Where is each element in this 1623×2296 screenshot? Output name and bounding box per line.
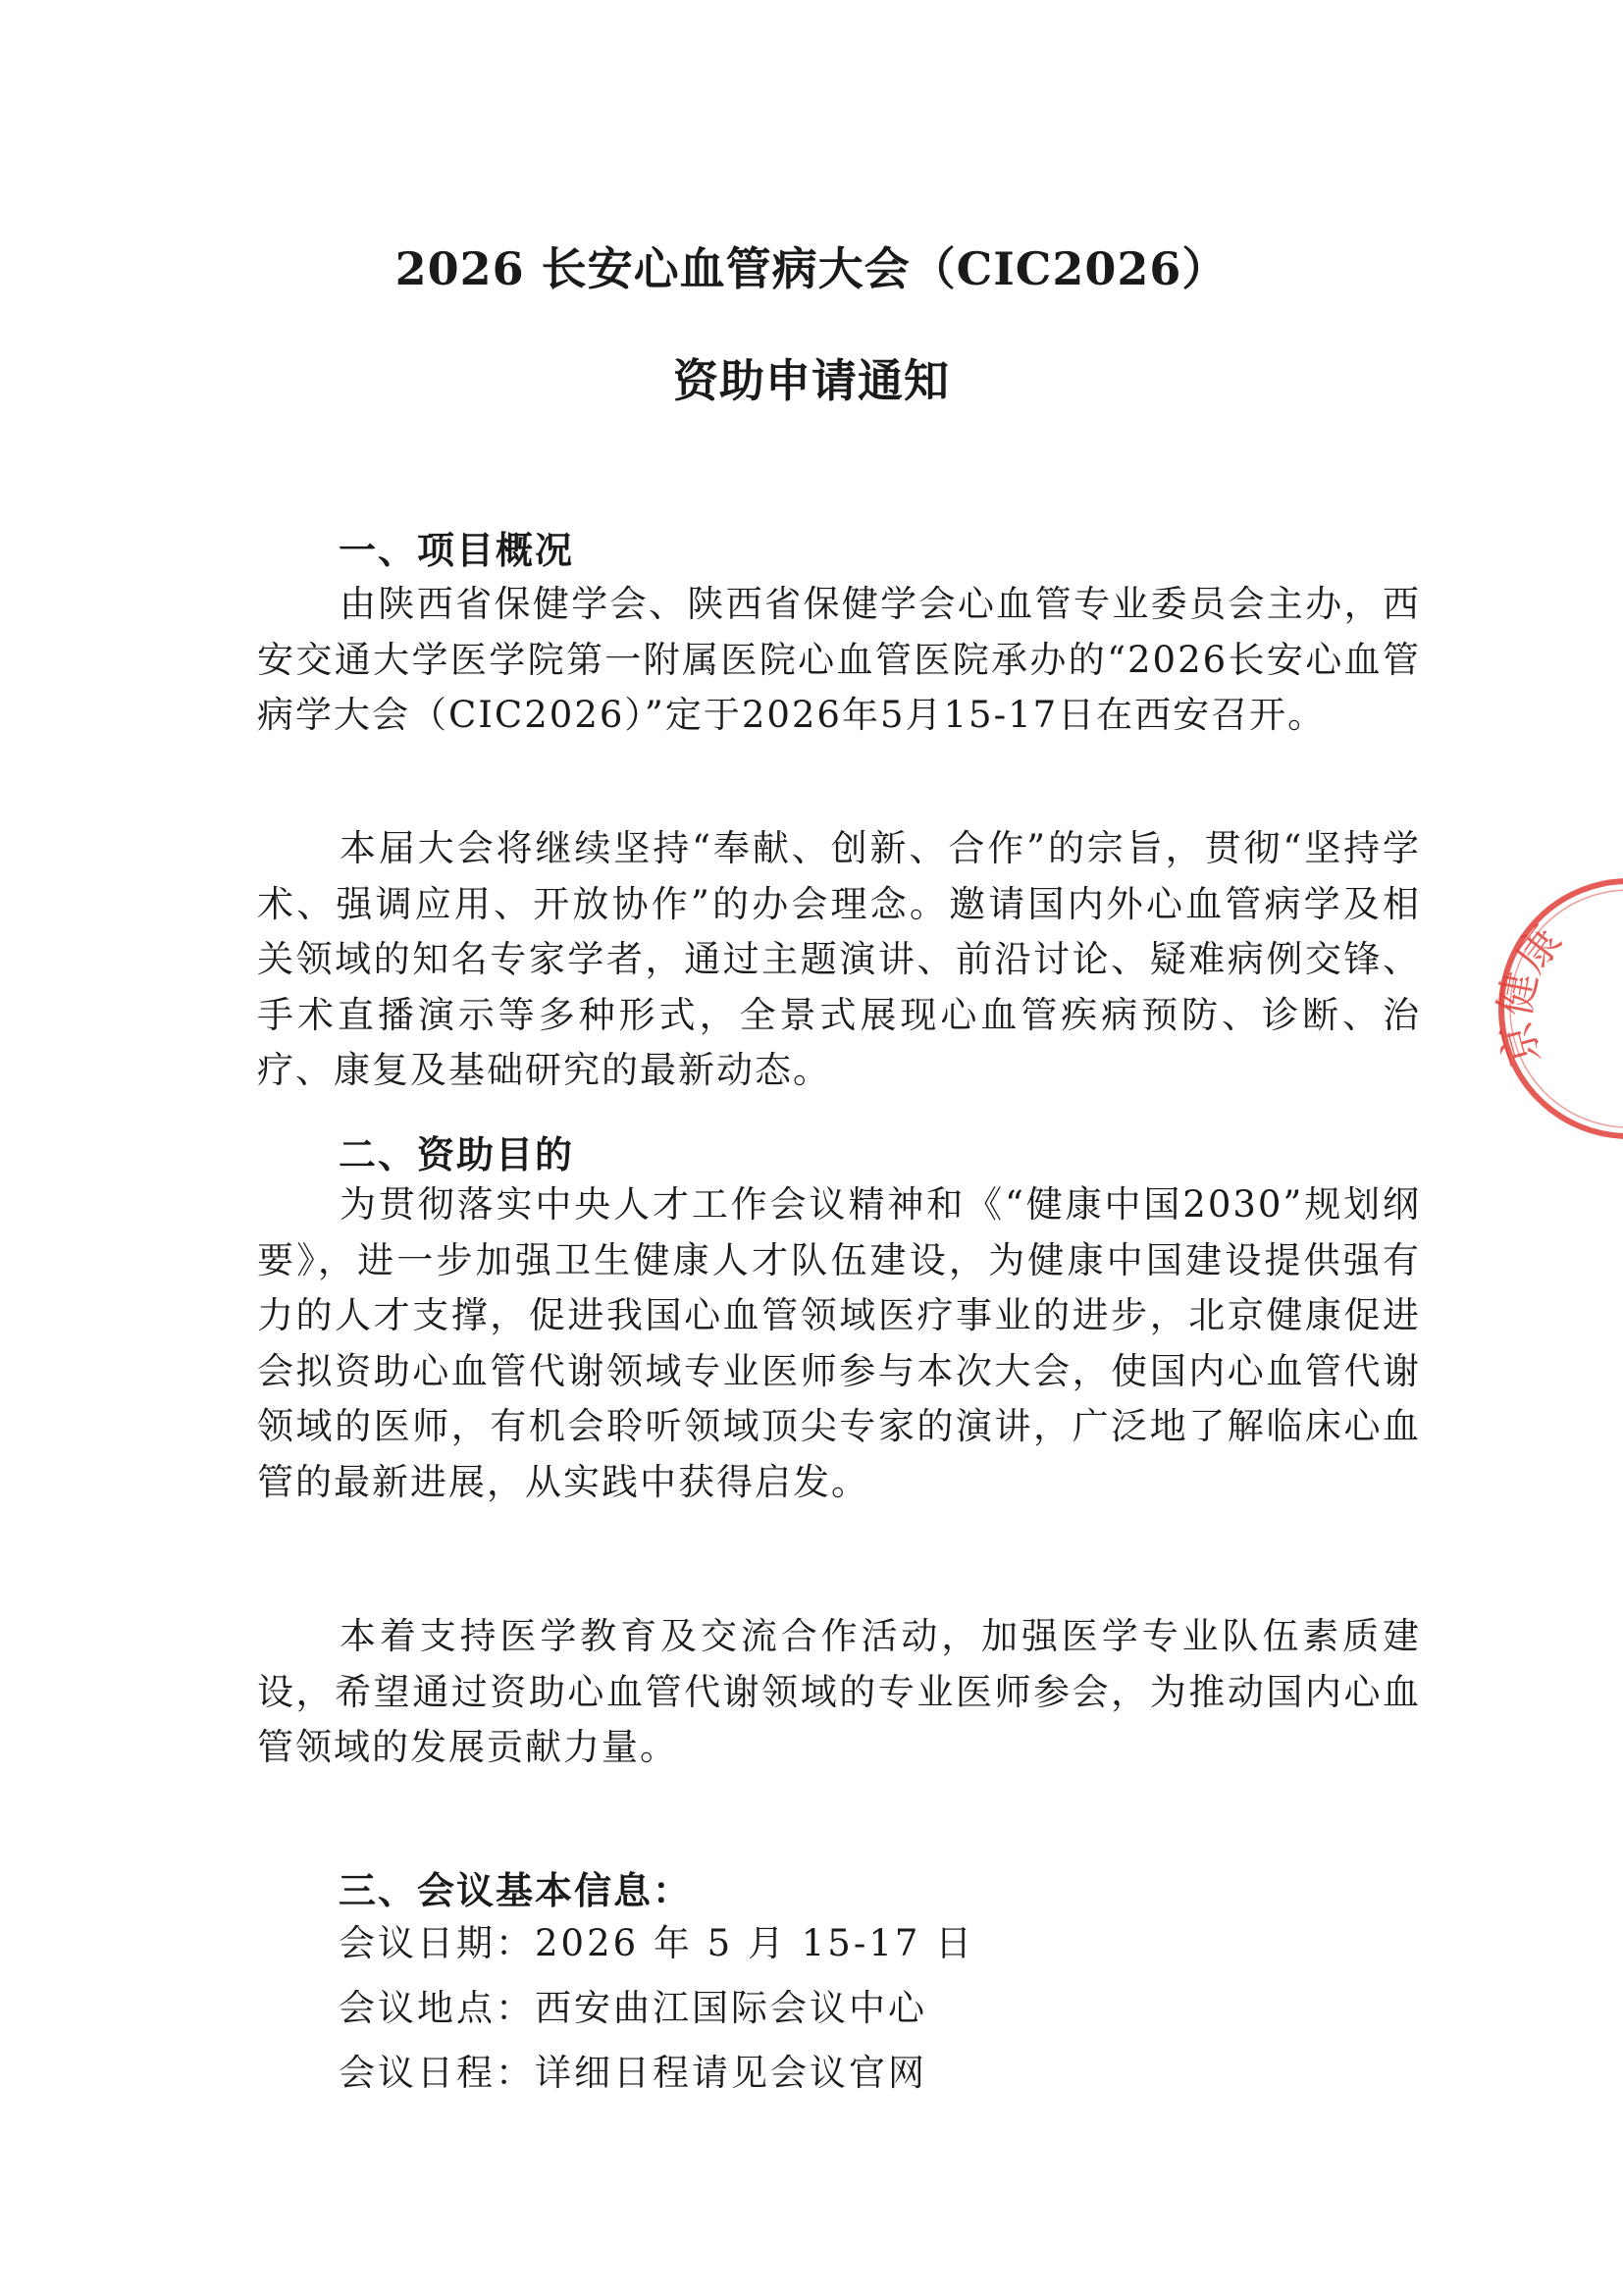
section-heading-purpose: 二、资助目的 bbox=[339, 1133, 575, 1176]
overview-paragraph-2: 本届大会将继续坚持“奉献、创新、合作”的宗旨，贯彻“坚持学术、强调应用、开放协作”的办会理念。邀请国内外心血管病学及相关领域的知名专家学者，通过主题演讲、前沿讨论、疑难病例交锋、手术直播演示等多种形式，全景式展现心血管疾病预防、诊断、治疗、康复及基础研究的最新动态。 bbox=[257, 827, 1421, 1091]
section-heading-overview: 一、项目概况 bbox=[339, 529, 575, 572]
section-heading-info: 三、会议基本信息： bbox=[339, 1869, 693, 1912]
document-subtitle: 资助申请通知 bbox=[673, 354, 950, 407]
overview-paragraph-1: 由陕西省保健学会、陕西省保健学会心血管专业委员会主办，西安交通大学医学院第一附属医院心血管医院承办的“2026长安心血管病学大会（CIC2026）”定于2026年5月15-17日在西安召开。 bbox=[257, 583, 1421, 736]
meeting-date: 会议日期：2026 年 5 月 15-17 日 bbox=[339, 1922, 975, 1964]
meeting-schedule: 会议日程：详细日程请见会议官网 bbox=[339, 2052, 927, 2094]
purpose-paragraph-1: 为贯彻落实中央人才工作会议精神和《“健康中国2030”规划纲要》，进一步加强卫生健康人才队伍建设，为健康中国建设提供强有力的人才支撑，促进我国心血管领域医疗事业的进步，北京健康促进会拟资助心血管代谢领域专业医师参与本次大会，使国内心血管代谢领域的医师，有机会聆听领域顶尖专家的演讲，广泛地了解临床心血管的最新进展，从实践中获得启发。 bbox=[257, 1183, 1421, 1503]
purpose-paragraph-2: 本着支持医学教育及交流合作活动，加强医学专业队伍素质建设，希望通过资助心血管代谢领域的专业医师参会，为推动国内心血管领域的发展贡献力量。 bbox=[257, 1615, 1421, 1768]
official-seal-stamp bbox=[1484, 863, 1623, 1148]
meeting-location: 会议地点：西安曲江国际会议中心 bbox=[339, 1987, 927, 2029]
document-title: 2026 长安心血管病大会（CIC2026） bbox=[394, 242, 1229, 295]
svg-text:京健康 bbox=[1490, 916, 1571, 1070]
seal-text: 京健康 bbox=[1490, 916, 1572, 1071]
